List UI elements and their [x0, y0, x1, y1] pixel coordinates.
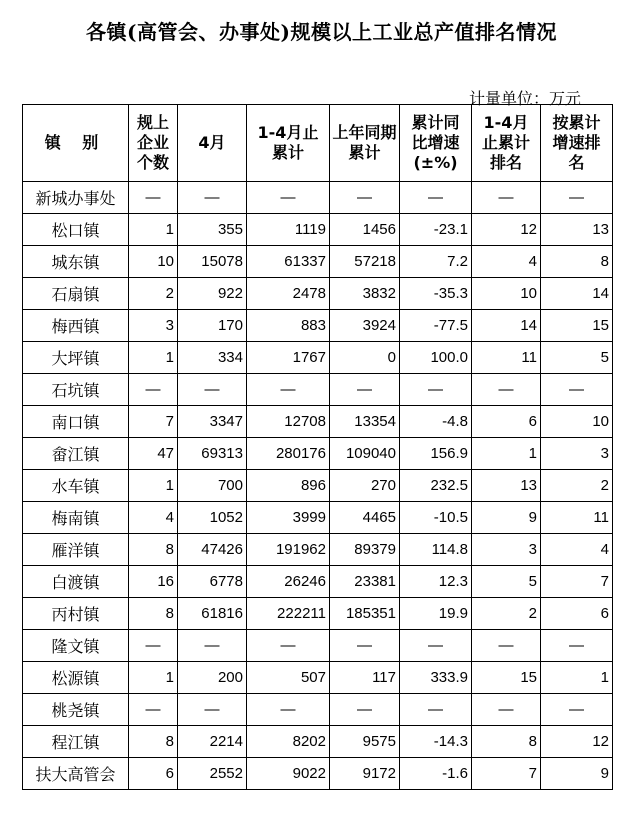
cell-ytd: 26246: [247, 566, 330, 598]
cell-ytd: 191962: [247, 534, 330, 566]
cell-name: 畲江镇: [23, 438, 129, 470]
cell-ytd: 1119: [247, 214, 330, 246]
cell-april: —: [178, 630, 247, 662]
ranking-table: [22, 104, 613, 790]
cell-growth: 100.0: [400, 342, 472, 374]
cell-growth-rank: 8: [541, 246, 613, 278]
cell-name: 桃尧镇: [23, 694, 129, 726]
table-row: [23, 438, 613, 470]
cell-rank: —: [472, 182, 541, 214]
cell-rank: 8: [472, 726, 541, 758]
header-growth-rank: 按累计增速排名: [541, 105, 613, 182]
cell-rank: 13: [472, 470, 541, 502]
cell-last-year: 89379: [330, 534, 400, 566]
cell-growth: 7.2: [400, 246, 472, 278]
cell-count: 6: [129, 758, 178, 790]
cell-ytd: 3999: [247, 502, 330, 534]
cell-count: 8: [129, 534, 178, 566]
cell-count: —: [129, 182, 178, 214]
cell-name: 白渡镇: [23, 566, 129, 598]
cell-name: 石坑镇: [23, 374, 129, 406]
cell-count: 1: [129, 214, 178, 246]
cell-growth: —: [400, 694, 472, 726]
cell-rank: 11: [472, 342, 541, 374]
cell-growth: 232.5: [400, 470, 472, 502]
cell-ytd: 883: [247, 310, 330, 342]
cell-ytd: 507: [247, 662, 330, 694]
cell-growth: -23.1: [400, 214, 472, 246]
table-row: [23, 630, 613, 662]
cell-growth-rank: 3: [541, 438, 613, 470]
cell-rank: 12: [472, 214, 541, 246]
table-row: [23, 278, 613, 310]
cell-growth: -35.3: [400, 278, 472, 310]
cell-growth-rank: 1: [541, 662, 613, 694]
cell-count: 7: [129, 406, 178, 438]
cell-ytd: 1767: [247, 342, 330, 374]
cell-rank: 14: [472, 310, 541, 342]
cell-april: 1052: [178, 502, 247, 534]
cell-count: 1: [129, 342, 178, 374]
table-row: [23, 598, 613, 630]
cell-name: 松口镇: [23, 214, 129, 246]
cell-ytd: 896: [247, 470, 330, 502]
table-row: [23, 374, 613, 406]
cell-growth-rank: 2: [541, 470, 613, 502]
cell-name: 梅南镇: [23, 502, 129, 534]
cell-april: 922: [178, 278, 247, 310]
cell-ytd: —: [247, 694, 330, 726]
cell-growth: -10.5: [400, 502, 472, 534]
cell-growth-rank: 14: [541, 278, 613, 310]
cell-growth-rank: 7: [541, 566, 613, 598]
table-row: [23, 246, 613, 278]
cell-growth: 333.9: [400, 662, 472, 694]
cell-count: 8: [129, 598, 178, 630]
cell-last-year: —: [330, 630, 400, 662]
header-april: 4月: [178, 105, 247, 182]
cell-last-year: 23381: [330, 566, 400, 598]
header-name: 镇 别: [23, 105, 129, 182]
cell-last-year: 13354: [330, 406, 400, 438]
cell-rank: —: [472, 374, 541, 406]
cell-last-year: 0: [330, 342, 400, 374]
cell-count: —: [129, 694, 178, 726]
cell-april: 69313: [178, 438, 247, 470]
cell-ytd: 280176: [247, 438, 330, 470]
cell-last-year: 109040: [330, 438, 400, 470]
cell-rank: 5: [472, 566, 541, 598]
cell-ytd: 2478: [247, 278, 330, 310]
cell-count: 10: [129, 246, 178, 278]
cell-rank: 3: [472, 534, 541, 566]
table-row: [23, 534, 613, 566]
cell-growth: —: [400, 630, 472, 662]
cell-last-year: —: [330, 374, 400, 406]
cell-ytd: —: [247, 182, 330, 214]
table-row: [23, 694, 613, 726]
cell-ytd: 8202: [247, 726, 330, 758]
cell-rank: 10: [472, 278, 541, 310]
cell-name: 扶大高管会: [23, 758, 129, 790]
cell-growth: 156.9: [400, 438, 472, 470]
cell-april: —: [178, 182, 247, 214]
cell-april: 15078: [178, 246, 247, 278]
cell-april: 700: [178, 470, 247, 502]
cell-count: —: [129, 630, 178, 662]
cell-april: —: [178, 694, 247, 726]
table-row: [23, 310, 613, 342]
table-row: [23, 470, 613, 502]
cell-count: 4: [129, 502, 178, 534]
page-title: 各镇(高管会、办事处)规模以上工业总产值排名情况: [86, 20, 557, 44]
cell-ytd: —: [247, 374, 330, 406]
cell-last-year: 185351: [330, 598, 400, 630]
cell-growth-rank: 9: [541, 758, 613, 790]
cell-growth-rank: —: [541, 182, 613, 214]
cell-april: —: [178, 374, 247, 406]
cell-growth: —: [400, 182, 472, 214]
cell-last-year: 1456: [330, 214, 400, 246]
table-row: [23, 502, 613, 534]
cell-growth: -4.8: [400, 406, 472, 438]
cell-count: 1: [129, 662, 178, 694]
table-body: [23, 182, 613, 790]
table-row: [23, 214, 613, 246]
cell-april: 2214: [178, 726, 247, 758]
cell-rank: 1: [472, 438, 541, 470]
cell-growth: 19.9: [400, 598, 472, 630]
cell-last-year: 9575: [330, 726, 400, 758]
cell-last-year: 4465: [330, 502, 400, 534]
cell-april: 355: [178, 214, 247, 246]
cell-growth: 12.3: [400, 566, 472, 598]
header-rank: 1-4月止累计排名: [472, 105, 541, 182]
cell-name: 新城办事处: [23, 182, 129, 214]
cell-count: 2: [129, 278, 178, 310]
cell-growth-rank: 12: [541, 726, 613, 758]
cell-growth-rank: —: [541, 374, 613, 406]
table-row: [23, 726, 613, 758]
cell-growth: -1.6: [400, 758, 472, 790]
cell-growth: -14.3: [400, 726, 472, 758]
cell-april: 6778: [178, 566, 247, 598]
cell-name: 松源镇: [23, 662, 129, 694]
cell-rank: 6: [472, 406, 541, 438]
cell-growth-rank: 11: [541, 502, 613, 534]
header-count: 规上企业个数: [129, 105, 178, 182]
cell-april: 170: [178, 310, 247, 342]
cell-april: 334: [178, 342, 247, 374]
cell-name: 南口镇: [23, 406, 129, 438]
cell-growth-rank: 15: [541, 310, 613, 342]
cell-count: —: [129, 374, 178, 406]
cell-april: 3347: [178, 406, 247, 438]
unit-label: 计量单位：万元: [468, 89, 581, 108]
cell-count: 47: [129, 438, 178, 470]
cell-rank: 15: [472, 662, 541, 694]
header-growth: 累计同比增速(±%): [400, 105, 472, 182]
header-last-year: 上年同期累计: [330, 105, 400, 182]
cell-growth-rank: 13: [541, 214, 613, 246]
cell-growth: —: [400, 374, 472, 406]
header-ytd: 1-4月止累计: [247, 105, 330, 182]
table-row: [23, 342, 613, 374]
cell-rank: —: [472, 630, 541, 662]
cell-april: 61816: [178, 598, 247, 630]
table-row: [23, 758, 613, 790]
cell-name: 丙村镇: [23, 598, 129, 630]
cell-growth-rank: 6: [541, 598, 613, 630]
header-row: [23, 105, 613, 182]
cell-name: 水车镇: [23, 470, 129, 502]
cell-growth-rank: 10: [541, 406, 613, 438]
cell-rank: 9: [472, 502, 541, 534]
cell-ytd: 12708: [247, 406, 330, 438]
cell-count: 3: [129, 310, 178, 342]
table-row: [23, 662, 613, 694]
cell-april: 47426: [178, 534, 247, 566]
cell-last-year: 3832: [330, 278, 400, 310]
cell-growth-rank: —: [541, 630, 613, 662]
cell-count: 8: [129, 726, 178, 758]
cell-name: 城东镇: [23, 246, 129, 278]
table-row: [23, 406, 613, 438]
cell-growth: 114.8: [400, 534, 472, 566]
cell-rank: 4: [472, 246, 541, 278]
cell-growth-rank: 5: [541, 342, 613, 374]
cell-growth-rank: 4: [541, 534, 613, 566]
cell-last-year: 270: [330, 470, 400, 502]
cell-name: 石扇镇: [23, 278, 129, 310]
table-row: [23, 566, 613, 598]
cell-name: 隆文镇: [23, 630, 129, 662]
cell-count: 16: [129, 566, 178, 598]
cell-last-year: 3924: [330, 310, 400, 342]
cell-april: 200: [178, 662, 247, 694]
cell-name: 程江镇: [23, 726, 129, 758]
cell-name: 梅西镇: [23, 310, 129, 342]
cell-last-year: 117: [330, 662, 400, 694]
cell-ytd: —: [247, 630, 330, 662]
cell-rank: —: [472, 694, 541, 726]
cell-ytd: 9022: [247, 758, 330, 790]
table-row: [23, 182, 613, 214]
cell-name: 雁洋镇: [23, 534, 129, 566]
cell-count: 1: [129, 470, 178, 502]
cell-rank: 2: [472, 598, 541, 630]
cell-ytd: 61337: [247, 246, 330, 278]
cell-last-year: 9172: [330, 758, 400, 790]
cell-growth: -77.5: [400, 310, 472, 342]
cell-last-year: —: [330, 182, 400, 214]
cell-april: 2552: [178, 758, 247, 790]
cell-growth-rank: —: [541, 694, 613, 726]
cell-last-year: —: [330, 694, 400, 726]
cell-name: 大坪镇: [23, 342, 129, 374]
cell-rank: 7: [472, 758, 541, 790]
cell-last-year: 57218: [330, 246, 400, 278]
cell-ytd: 222211: [247, 598, 330, 630]
